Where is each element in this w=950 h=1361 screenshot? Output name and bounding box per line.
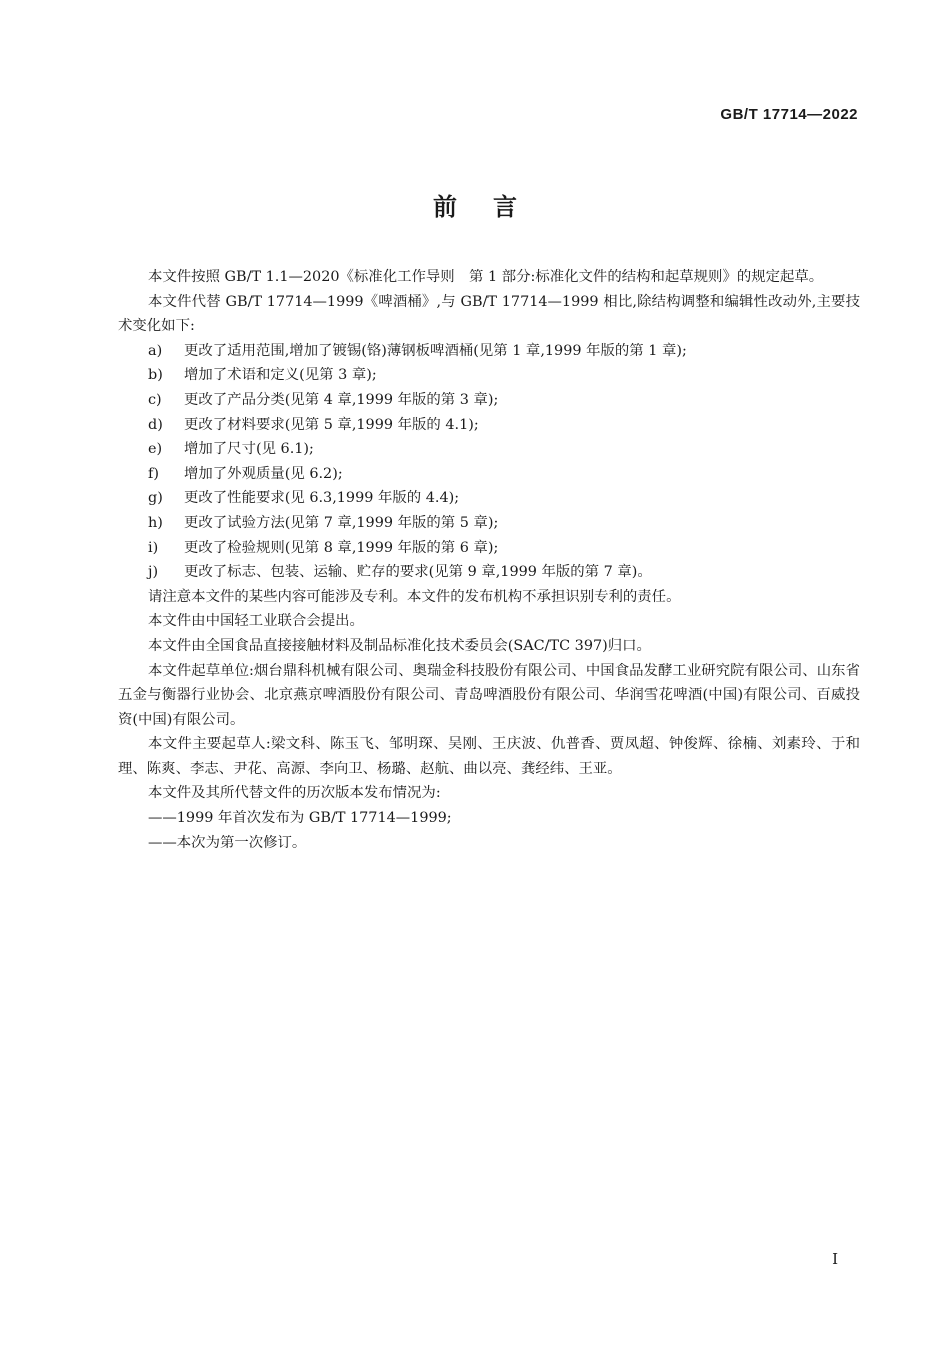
- patent-notice: 请注意本文件的某些内容可能涉及专利。本文件的发布机构不承担识别专利的责任。: [148, 588, 681, 605]
- list-item: [118, 363, 860, 388]
- history-item: ——本次为第一次修订。: [148, 834, 307, 851]
- list-item: [118, 339, 860, 364]
- intro-paragraph: 本文件代替 GB/T 17714—1999《啤酒桶》,与 GB/T 17714—1999 相比,除结构调整和编辑性改动外,主要技术变化如下:: [118, 293, 860, 335]
- list-text: 增加了尺寸(见 6.1);: [184, 441, 314, 458]
- list-marker: g): [148, 490, 163, 507]
- list-marker: f): [148, 465, 159, 482]
- page-title: 前言: [433, 193, 553, 221]
- history-item: ——1999 年首次发布为 GB/T 17714—1999;: [148, 810, 452, 827]
- list-item: [118, 536, 860, 561]
- list-item: [118, 462, 860, 487]
- list-text: 更改了性能要求(见 6.3,1999 年版的 4.4);: [184, 490, 460, 507]
- standard-code: GB/T 17714—2022: [720, 106, 858, 123]
- list-text: 增加了术语和定义(见第 3 章);: [184, 367, 377, 384]
- list-marker: b): [148, 367, 163, 384]
- page-number: I: [832, 1250, 838, 1268]
- list-marker: d): [148, 416, 163, 433]
- list-item: [118, 413, 860, 438]
- list-marker: i): [148, 539, 159, 556]
- changes-list: [118, 339, 860, 585]
- list-item: [118, 560, 860, 585]
- list-marker: j): [148, 564, 159, 581]
- intro-paragraph: 本文件按照 GB/T 1.1—2020《标准化工作导则 第 1 部分:标准化文件的结构和起草规则》的规定起草。: [148, 269, 824, 285]
- list-item: [118, 511, 860, 536]
- committee-paragraph: 本文件由全国食品直接接触材料及制品标准化技术委员会(SAC/TC 397)归口。: [148, 637, 651, 654]
- list-item: [118, 388, 860, 413]
- list-marker: c): [148, 391, 162, 408]
- list-text: 更改了产品分类(见第 4 章,1999 年版的第 3 章);: [184, 391, 499, 408]
- list-text: 更改了检验规则(见第 8 章,1999 年版的第 6 章);: [184, 539, 499, 556]
- list-marker: h): [148, 514, 163, 531]
- list-text: 更改了材料要求(见第 5 章,1999 年版的 4.1);: [184, 416, 479, 433]
- list-item: [118, 486, 860, 511]
- proposer-paragraph: 本文件由中国轻工业联合会提出。: [148, 613, 364, 630]
- document-body: [118, 265, 860, 855]
- list-text: 更改了标志、包装、运输、贮存的要求(见第 9 章,1999 年版的第 7 章)。: [184, 564, 652, 581]
- drafting-units-paragraph: 本文件起草单位:烟台鼎科机械有限公司、奥瑞金科技股份有限公司、中国食品发酵工业研究院有限公司、山东省五金与衡器行业协会、北京燕京啤酒股份有限公司、青岛啤酒股份有限公司、华润雪花啤酒(中国)有限公司、百威投资(中国)有限公司。: [118, 662, 860, 728]
- history-intro: 本文件及其所代替文件的历次版本发布情况为:: [148, 785, 441, 802]
- drafters-paragraph: 本文件主要起草人:梁文科、陈玉飞、邹明琛、吴刚、王庆波、仇普香、贾凤超、钟俊辉、徐楠、刘素玲、于和理、陈爽、李志、尹花、高源、李向卫、杨璐、赵航、曲以亮、龚经纬、王亚。: [118, 736, 860, 777]
- list-text: 增加了外观质量(见 6.2);: [184, 465, 343, 482]
- list-item: [118, 437, 860, 462]
- list-marker: e): [148, 441, 163, 458]
- list-marker: a): [148, 342, 163, 359]
- list-text: 更改了试验方法(见第 7 章,1999 年版的第 5 章);: [184, 514, 499, 531]
- list-text: 更改了适用范围,增加了镀锡(铬)薄钢板啤酒桶(见第 1 章,1999 年版的第 1 章);: [184, 342, 687, 359]
